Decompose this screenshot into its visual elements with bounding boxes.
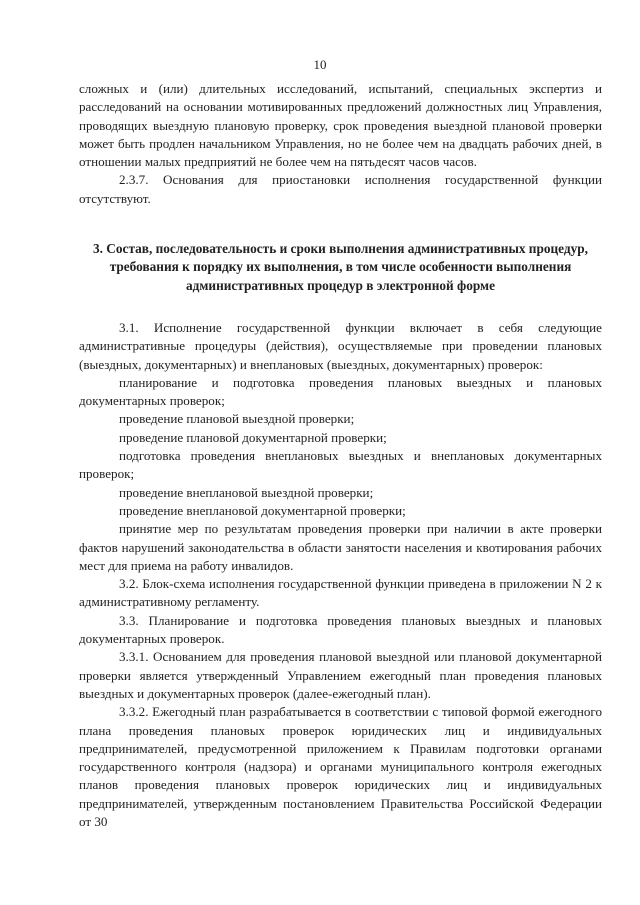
paragraph-3-3-1: 3.3.1. Основанием для проведения плановой выездной или плановой документарной проверки является утвержденный Управлением ежегодный план проведения плановых выездных и документарных проверок (далее-ежегодный план). [79, 649, 602, 701]
paragraph-2-3-7: 2.3.7. Основания для приостановки исполнения государственной функции отсутствуют. [79, 172, 602, 206]
paragraph-3-3: 3.3. Планирование и подготовка проведения плановых выездных и плановых документарных проверок. [79, 612, 602, 647]
paragraph-continuation: сложных и (или) длительных исследований, испытаний, специальных экспертиз и расследований на основании мотивированных предложений должностных лиц Управления, проводящих выездную плановую проверку, срок проведения выездной плановой проверки может быть продлен начальником Управления, но не более чем на двадцать рабочих дней, в отношении малых предприятий не более чем на пятьдесят часов часов. [79, 81, 602, 170]
paragraph-3-2: 3.2. Блок-схема исполнения государственной функции приведена в приложении N 2 к административному регламенту. [79, 576, 602, 610]
paragraph-3-1: 3.1. Исполнение государственной функции включает в себя следующие административные процедуры (действия), осуществляемые при проведении плановых (выездных, документарных) и внеплановых (выездных, документарных) проверок: [79, 319, 602, 372]
list-item-measures: принятие мер по результатам проведения проверки при наличии в акте проверки фактов нарушений законодательства в области занятости населения и квотирования рабочих мест для приема на работу инвалидов. [79, 521, 602, 573]
list-item-planned-documentary: проведение плановой документарной проверки; [119, 429, 387, 445]
list-item-planning: планирование и подготовка проведения плановых выездных и плановых документарных проверок; [79, 374, 602, 409]
page-number: 10 [313, 57, 327, 72]
document-body [79, 80, 602, 831]
list-item-planned-onsite: проведение плановой выездной проверки; [119, 411, 355, 427]
paragraph-3-3-2: 3.3.2. Ежегодный план разрабатывается в соответствии с типовой формой ежегодного плана проведения плановых проверок юридических лиц и индивидуальных предпринимателей, предусмотренной приложением к Правилам подготовки органами государственного контроля (надзора) и органами муниципального контроля ежегодных планов проведения плановых проверок юридических лиц и индивидуальных предпринимателей, утвержденным постановлением Правительства Российской Федерации от 30 [79, 704, 602, 829]
list-item-unplanned-preparation: подготовка проведения внеплановых выездных и внеплановых документарных проверок; [79, 448, 602, 482]
list-item-unplanned-documentary: проведение внеплановой документарной проверки; [119, 502, 406, 518]
list-item-unplanned-onsite: проведение внеплановой выездной проверки; [119, 484, 374, 500]
section-heading: 3. Состав, последовательность и сроки выполнения административных процедур, требования к порядку их выполнения, в том числе особенности выполнения административных процедур в электронной форме [93, 241, 588, 293]
